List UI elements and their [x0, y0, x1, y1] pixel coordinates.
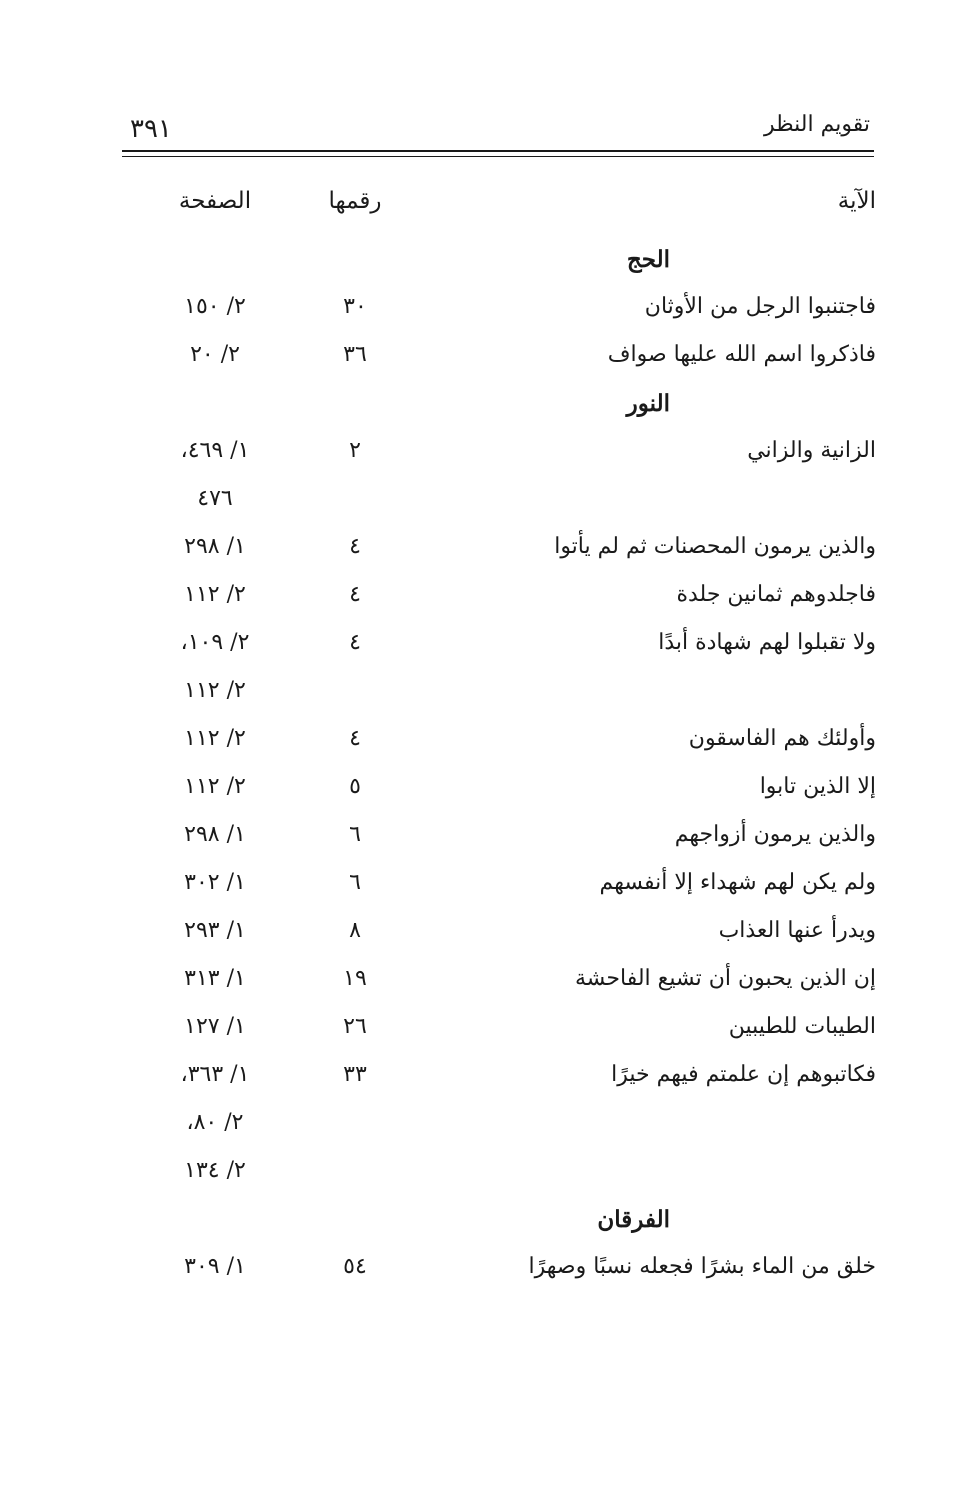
verse-text: فاجتنبوا الرجل من الأوثان: [644, 294, 876, 319]
verse-number: ٥: [349, 774, 361, 799]
surah-heading: الفرقان: [597, 1206, 670, 1233]
verse-column-header: الآية: [837, 188, 876, 214]
page-reference: ١/ ٢٩٨: [184, 822, 246, 847]
verse-number: ٣٠: [343, 294, 367, 319]
verse-number: ٨: [349, 918, 361, 943]
page-reference: ٢/ ١١٢: [184, 678, 246, 703]
page-column-header: الصفحة: [178, 188, 252, 214]
page-reference: ١/ ٣٠٢: [184, 870, 246, 895]
page-reference: ٢/ ١١٢: [184, 726, 246, 751]
verse-number: ٦: [349, 870, 361, 895]
verse-text: إن الذين يحبون أن تشيع الفاحشة: [575, 966, 876, 991]
page-reference: ١/ ٢٩٨: [184, 534, 246, 559]
page-number: ٣٩١: [130, 114, 172, 144]
index-row: [0, 822, 962, 862]
index-row: [0, 1254, 962, 1294]
running-title: تقويم النظر: [763, 112, 870, 137]
verse-number: ٦: [349, 822, 361, 847]
index-row: [0, 438, 962, 478]
page-reference: ١/ ٤٦٩،: [180, 438, 250, 463]
verse-number: ٢: [349, 438, 361, 463]
verse-text: ولم يكن لهم شهداء إلا أنفسهم: [599, 870, 876, 895]
index-row: [0, 630, 962, 670]
verse-text: إلا الذين تابوا: [759, 774, 876, 799]
verse-number: ٤: [349, 582, 361, 607]
verse-text: فكاتبوهم إن علمتم فيهم خيرًا: [611, 1062, 876, 1087]
index-row: [0, 534, 962, 574]
index-row: [0, 486, 962, 526]
header-rule-thin: [122, 156, 874, 157]
index-row: [0, 1014, 962, 1054]
page-reference: ٢/ ١٣٤: [184, 1158, 246, 1183]
page-reference: ٢/ ١١٢: [184, 582, 246, 607]
page-reference: ٢/ ١٥٠: [184, 294, 246, 319]
verse-text: فاذكروا اسم الله عليها صواف: [607, 342, 876, 367]
verse-text: الزانية والزاني: [747, 438, 876, 463]
index-row: [0, 774, 962, 814]
page-reference: ٢/ ١٠٩،: [180, 630, 250, 655]
header-rule: [122, 150, 874, 152]
page-reference: ٤٧٦: [197, 486, 233, 511]
index-row: [0, 1158, 962, 1198]
index-row: [0, 918, 962, 958]
surah-heading: النور: [626, 390, 670, 417]
index-row: [0, 726, 962, 766]
verse-number: ٤: [349, 534, 361, 559]
number-column-header: رقمها: [328, 188, 382, 214]
verse-text: الطيبات للطيبين: [728, 1014, 876, 1039]
page-reference: ١/ ١٢٧: [184, 1014, 246, 1039]
verse-text: خلق من الماء بشرًا فجعله نسبًا وصهرًا: [528, 1254, 876, 1279]
verse-number: ٤: [349, 630, 361, 655]
page-reference: ٢/ ٢٠: [190, 342, 240, 367]
verse-number: ٤: [349, 726, 361, 751]
index-row: [0, 966, 962, 1006]
verse-text: وأولئك هم الفاسقون: [688, 726, 876, 751]
page-reference: ٢/ ٨٠،: [186, 1110, 244, 1135]
page-reference: ١/ ٣٦٣،: [180, 1062, 250, 1087]
verse-text: ولا تقبلوا لهم شهادة أبدًا: [658, 630, 876, 655]
index-row: [0, 582, 962, 622]
verse-text: ويدرأ عنها العذاب: [718, 918, 876, 943]
index-row: [0, 870, 962, 910]
index-row: [0, 1062, 962, 1102]
column-headers: [0, 188, 962, 228]
surah-heading: الحج: [626, 246, 670, 273]
index-row: [0, 1110, 962, 1150]
verse-text: والذين يرمون أزواجهم: [674, 822, 876, 847]
page-reference: ١/ ٣٠٩: [184, 1254, 246, 1279]
verse-number: ١٩: [343, 966, 367, 991]
verse-number: ٣٣: [343, 1062, 367, 1087]
index-row: [0, 294, 962, 334]
index-row: [0, 678, 962, 718]
verse-number: ٥٤: [343, 1254, 367, 1279]
page-reference: ١/ ٢٩٣: [184, 918, 246, 943]
page-reference: ١/ ٣١٣: [184, 966, 246, 991]
index-row: [0, 342, 962, 382]
page-reference: ٢/ ١١٢: [184, 774, 246, 799]
verse-text: فاجلدوهم ثمانين جلدة: [676, 582, 876, 607]
verse-number: ٣٦: [343, 342, 367, 367]
verse-number: ٢٦: [343, 1014, 367, 1039]
verse-text: والذين يرمون المحصنات ثم لم يأتوا: [554, 534, 876, 559]
